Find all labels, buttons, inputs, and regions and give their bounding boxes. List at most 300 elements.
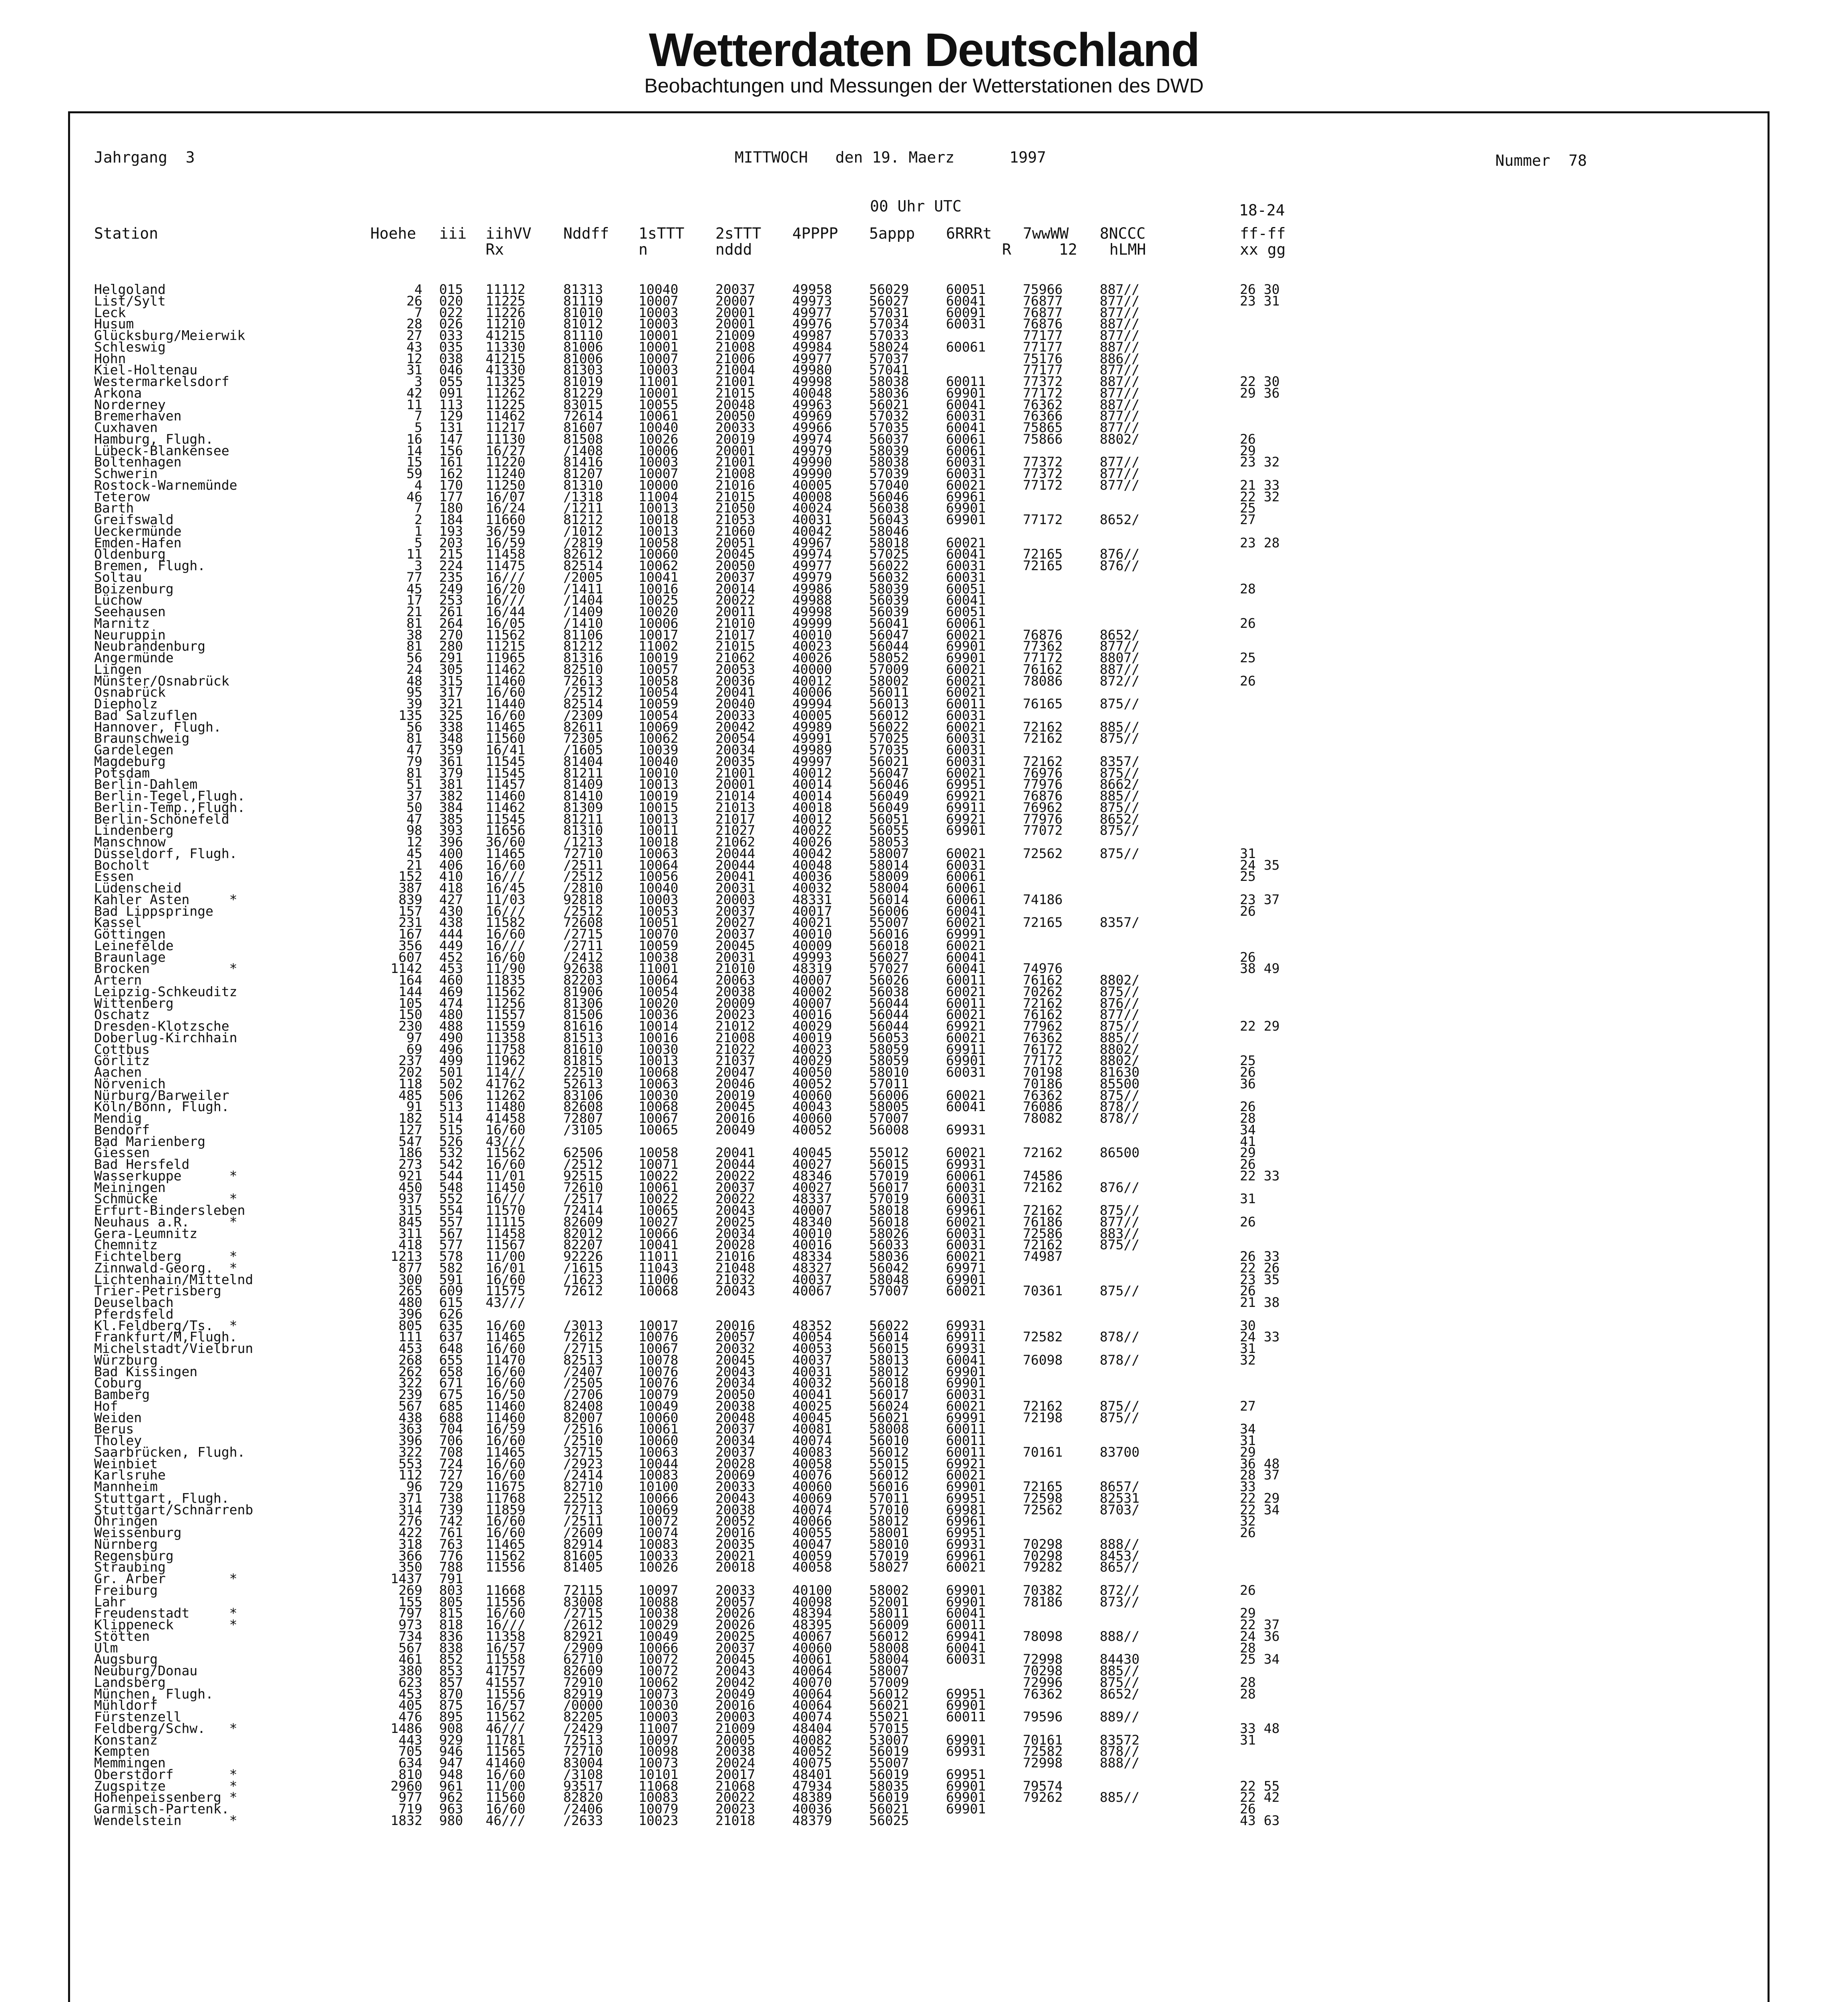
- cell-station: Gr. Arber *: [94, 1571, 237, 1586]
- cell-p4: 49977: [792, 350, 832, 366]
- cell-a5: 56012: [869, 1467, 909, 1483]
- table-row: [70, 675, 1351, 687]
- cell-nddff: 82609: [563, 1214, 603, 1230]
- cell-p4: 40043: [792, 1099, 832, 1115]
- cell-hoehe: 202: [398, 1064, 422, 1080]
- cell-nddff: 82612: [563, 546, 603, 562]
- cell-iihvv: 11562: [486, 1145, 526, 1161]
- table-row: [70, 1732, 1351, 1748]
- cell-s2: 21062: [715, 650, 755, 665]
- cell-nddff: 32715: [563, 1444, 603, 1460]
- cell-s1: 10044: [639, 1455, 679, 1471]
- cell-ff: 26: [1240, 1283, 1256, 1299]
- cell-nddff: /1623: [563, 1271, 603, 1287]
- cell-iihvv: 11217: [486, 420, 526, 435]
- cell-nddff: 81605: [563, 1548, 603, 1564]
- cell-p4: 40023: [792, 1041, 832, 1057]
- cell-n8: 878//: [1100, 1743, 1140, 1759]
- cell-nddff: /1318: [563, 488, 603, 505]
- cell-iii: 648: [439, 1341, 463, 1356]
- cell-r6: 69961: [946, 1513, 986, 1529]
- cell-hoehe: 2960: [390, 1778, 422, 1794]
- cell-nddff: 82608: [563, 1099, 603, 1115]
- cell-iii: 852: [439, 1651, 463, 1667]
- cell-r6: 69911: [946, 1329, 986, 1345]
- cell-iihvv: 11556: [486, 1559, 526, 1575]
- cell-station: Berlin-Tegel,Flugh.: [94, 788, 245, 804]
- cell-nddff: 83008: [563, 1594, 603, 1610]
- cell-iihvv: 11330: [486, 339, 526, 355]
- cell-s2: 20016: [715, 1525, 755, 1540]
- cell-n8: 877//: [1100, 477, 1140, 493]
- cell-a5: 57009: [869, 1674, 909, 1690]
- cell-nddff: /2429: [563, 1720, 603, 1736]
- cell-hoehe: 4: [414, 477, 422, 493]
- table-row: [70, 937, 1351, 953]
- cell-n8: 875//: [1100, 1237, 1140, 1253]
- cell-a5: 56038: [869, 500, 909, 516]
- cell-s2: 20023: [715, 1007, 755, 1023]
- cell-nddff: 72115: [563, 1582, 603, 1598]
- cell-s1: 10076: [639, 1363, 679, 1379]
- table-row: [70, 1720, 1351, 1736]
- cell-hoehe: 135: [398, 707, 422, 723]
- cell-s1: 10062: [639, 1674, 679, 1690]
- cell-hoehe: 567: [398, 1640, 422, 1656]
- cell-n8: 8453/: [1100, 1548, 1140, 1564]
- cell-p4: 40060: [792, 1087, 832, 1103]
- page-title: Wetterdaten Deutschland: [649, 24, 1199, 76]
- col-header-nddff: Nddff: [563, 225, 609, 242]
- table-row: [70, 1619, 1351, 1630]
- cell-s1: 10020: [639, 604, 679, 619]
- cell-w7: 76098: [1023, 1352, 1063, 1368]
- cell-iii: 033: [439, 328, 463, 343]
- cell-ff: 26: [1240, 615, 1256, 631]
- cell-s2: 21060: [715, 523, 755, 539]
- cell-nddff: 82007: [563, 1409, 603, 1425]
- cell-w7: 77177: [1023, 339, 1063, 355]
- cell-s2: 20025: [715, 1628, 755, 1644]
- cell-nddff: 81119: [563, 293, 603, 309]
- cell-station: Glücksburg/Meierwik: [94, 328, 245, 343]
- cell-s2: 20022: [715, 1789, 755, 1805]
- cell-s1: 10020: [639, 995, 679, 1011]
- cell-n8: 887//: [1100, 661, 1140, 677]
- cell-p4: 40055: [792, 1525, 832, 1540]
- cell-p4: 40021: [792, 915, 832, 931]
- cell-iihvv: 11475: [486, 558, 526, 573]
- cell-nddff: /2711: [563, 937, 603, 953]
- cell-station: Wasserkuppe *: [94, 1168, 237, 1184]
- cell-a5: 56006: [869, 1087, 909, 1103]
- cell-a5: 58012: [869, 1513, 909, 1529]
- cell-nddff: 81019: [563, 374, 603, 389]
- cell-p4: 40067: [792, 1283, 832, 1299]
- cell-iihvv: 11559: [486, 1018, 526, 1034]
- cell-iihvv: 16/60: [486, 1513, 526, 1529]
- cell-iihvv: 11758: [486, 1041, 526, 1057]
- cell-s2: 20037: [715, 281, 755, 297]
- cell-ff: 25: [1240, 650, 1256, 665]
- cell-r6: 69921: [946, 788, 986, 804]
- cell-iihvv: 11781: [486, 1732, 526, 1748]
- cell-station: Magdeburg: [94, 753, 166, 769]
- cell-a5: 58038: [869, 374, 909, 389]
- cell-iii: 170: [439, 477, 463, 493]
- cell-iihvv: 16/60: [486, 1455, 526, 1471]
- cell-hoehe: 157: [398, 903, 422, 919]
- cell-ff: 25 34: [1240, 1651, 1280, 1667]
- cell-p4: 40098: [792, 1594, 832, 1610]
- cell-iihvv: 11450: [486, 1179, 526, 1195]
- cell-hoehe: 443: [398, 1732, 422, 1748]
- cell-hoehe: 16: [406, 431, 422, 447]
- cell-station: Garmisch-Partenk.: [94, 1801, 229, 1817]
- table-row: [70, 385, 1351, 401]
- cell-n8: 875//: [1100, 799, 1140, 815]
- cell-nddff: /2609: [563, 1525, 603, 1540]
- cell-s1: 10072: [639, 1513, 679, 1529]
- cell-a5: 56042: [869, 1260, 909, 1276]
- cell-iii: 742: [439, 1513, 463, 1529]
- cell-station: Görlitz: [94, 1053, 150, 1069]
- cell-s2: 20038: [715, 1398, 755, 1414]
- cell-hoehe: 12: [406, 834, 422, 850]
- cell-iii: 177: [439, 488, 463, 505]
- cell-hoehe: 380: [398, 1663, 422, 1678]
- cell-nddff: 81607: [563, 420, 603, 435]
- cell-p4: 40045: [792, 1409, 832, 1425]
- cell-a5: 57019: [869, 1168, 909, 1184]
- cell-a5: 56041: [869, 615, 909, 631]
- cell-w7: 70361: [1023, 1283, 1063, 1299]
- col-header-6rrrt-sub: R: [1002, 241, 1011, 258]
- table-row: [70, 719, 1351, 735]
- cell-station: Chemnitz: [94, 1237, 158, 1253]
- cell-s1: 10058: [639, 535, 679, 551]
- cell-p4: 48389: [792, 1789, 832, 1805]
- table-row: [70, 707, 1351, 723]
- cell-hoehe: 37: [406, 788, 422, 804]
- cell-a5: 56011: [869, 684, 909, 700]
- cell-n8: 83700: [1100, 1444, 1140, 1460]
- cell-w7: 72162: [1023, 1237, 1063, 1253]
- table-row: [70, 1513, 1351, 1529]
- cell-s1: 10026: [639, 1559, 679, 1575]
- cell-nddff: 81207: [563, 466, 603, 481]
- cell-w7: 79574: [1023, 1778, 1063, 1794]
- cell-nddff: 81303: [563, 362, 603, 378]
- cell-s2: 21068: [715, 1778, 755, 1794]
- cell-w7: 77976: [1023, 776, 1063, 792]
- cell-p4: 40029: [792, 1053, 832, 1069]
- cell-s1: 10060: [639, 1409, 679, 1425]
- cell-hoehe: 155: [398, 1594, 422, 1610]
- cell-nddff: 83004: [563, 1755, 603, 1771]
- cell-p4: 40048: [792, 385, 832, 401]
- cell-iii: 635: [439, 1317, 463, 1333]
- cell-hoehe: 144: [398, 983, 422, 999]
- table-row: [70, 537, 1351, 549]
- cell-nddff: /2511: [563, 1513, 603, 1529]
- cell-iii: 788: [439, 1559, 463, 1575]
- cell-r6: 60031: [946, 707, 986, 723]
- cell-station: Neubrandenburg: [94, 638, 206, 654]
- cell-w7: 72998: [1023, 1755, 1063, 1771]
- cell-n8: 875//: [1100, 1409, 1140, 1425]
- cell-station: Schwerin: [94, 466, 158, 481]
- cell-p4: 48346: [792, 1168, 832, 1184]
- cell-s2: 20028: [715, 1237, 755, 1253]
- cell-s1: 10069: [639, 1502, 679, 1518]
- cell-a5: 58012: [869, 1363, 909, 1379]
- cell-s1: 10057: [639, 661, 679, 677]
- cell-p4: 40017: [792, 903, 832, 919]
- cell-hoehe: 315: [398, 1202, 422, 1218]
- cell-station: Weiden: [94, 1409, 142, 1425]
- cell-a5: 56018: [869, 1214, 909, 1230]
- cell-r6: 60031: [946, 1179, 986, 1195]
- cell-station: Neuhaus a.R. *: [94, 1214, 237, 1230]
- cell-s2: 20038: [715, 983, 755, 999]
- cell-r6: 60011: [946, 696, 986, 712]
- table-row: [70, 1504, 1351, 1516]
- cell-s1: 10019: [639, 788, 679, 804]
- cell-nddff: 22510: [563, 1064, 603, 1080]
- cell-w7: 72162: [1023, 1202, 1063, 1218]
- cell-w7: 72165: [1023, 915, 1063, 931]
- cell-s1: 10003: [639, 454, 679, 470]
- cell-nddff: 62710: [563, 1651, 603, 1667]
- cell-a5: 56047: [869, 627, 909, 643]
- cell-iii: 542: [439, 1156, 463, 1172]
- cell-iihvv: 16/41: [486, 742, 526, 758]
- cell-iihvv: 11668: [486, 1582, 526, 1598]
- cell-a5: 56032: [869, 569, 909, 585]
- cell-s2: 20044: [715, 845, 755, 861]
- cell-nddff: 82820: [563, 1789, 603, 1805]
- cell-iii: 147: [439, 431, 463, 447]
- table-row: [70, 903, 1351, 919]
- cell-station: Freiburg: [94, 1582, 158, 1598]
- cell-s1: 10000: [639, 477, 679, 493]
- table-row: [70, 776, 1351, 792]
- table-row: [70, 1573, 1351, 1584]
- cell-p4: 48334: [792, 1248, 832, 1264]
- cell-r6: 60011: [946, 1421, 986, 1437]
- cell-a5: 57011: [869, 1075, 909, 1091]
- cell-nddff: 81309: [563, 799, 603, 815]
- cell-iii: 215: [439, 546, 463, 562]
- table-row: [70, 477, 1351, 493]
- cell-a5: 58005: [869, 1099, 909, 1115]
- cell-iihvv: 16///: [486, 592, 526, 608]
- cell-station: Manschnow: [94, 834, 166, 850]
- cell-ff: 26: [1240, 1801, 1256, 1817]
- cell-iihvv: 11240: [486, 466, 526, 481]
- cell-iihvv: 16///: [486, 1191, 526, 1207]
- cell-iii: 729: [439, 1479, 463, 1494]
- cell-p4: 40100: [792, 1582, 832, 1598]
- cell-p4: 40016: [792, 1237, 832, 1253]
- cell-hoehe: 26: [406, 293, 422, 309]
- cell-r6: 69931: [946, 1122, 986, 1138]
- cell-s1: 10061: [639, 408, 679, 424]
- cell-nddff: /2612: [563, 1617, 603, 1632]
- cell-s2: 20069: [715, 1467, 755, 1483]
- cell-p4: 49991: [792, 730, 832, 746]
- cell-r6: 69901: [946, 1697, 986, 1713]
- cell-station: Bad Marienberg: [94, 1133, 206, 1149]
- cell-r6: 60031: [946, 558, 986, 573]
- cell-hoehe: 845: [398, 1214, 422, 1230]
- cell-iii: 515: [439, 1122, 463, 1138]
- cell-ff: 26: [1240, 431, 1256, 447]
- cell-iii: 685: [439, 1398, 463, 1414]
- cell-iihvv: 11562: [486, 983, 526, 999]
- table-row: [70, 1099, 1351, 1115]
- cell-nddff: /2412: [563, 949, 603, 965]
- cell-r6: 69951: [946, 1686, 986, 1702]
- cell-a5: 58027: [869, 1559, 909, 1575]
- cell-ff: 22 29: [1240, 1490, 1280, 1506]
- cell-n8: 877//: [1100, 1007, 1140, 1023]
- table-row: [70, 1124, 1351, 1136]
- cell-s2: 20016: [715, 1110, 755, 1126]
- cell-iihvv: 41762: [486, 1075, 526, 1091]
- cell-s2: 20014: [715, 581, 755, 597]
- table-row: [70, 1294, 1351, 1310]
- cell-iihvv: 16/60: [486, 1605, 526, 1621]
- cell-r6: 60041: [946, 1099, 986, 1115]
- cell-iii: 836: [439, 1628, 463, 1644]
- cell-station: Nürburg/Barweiler: [94, 1087, 229, 1103]
- cell-nddff: 82514: [563, 558, 603, 573]
- table-row: [70, 422, 1351, 433]
- cell-nddff: 81306: [563, 995, 603, 1011]
- cell-s1: 10018: [639, 512, 679, 527]
- cell-n8: 8652/: [1100, 811, 1140, 827]
- cell-ff: 36: [1240, 1075, 1256, 1091]
- cell-a5: 56014: [869, 1329, 909, 1345]
- cell-station: Emden-Hafen: [94, 535, 182, 551]
- cell-iihvv: 16///: [486, 937, 526, 953]
- cell-r6: 69931: [946, 1536, 986, 1552]
- cell-s2: 20048: [715, 1409, 755, 1425]
- cell-w7: 74186: [1023, 891, 1063, 907]
- cell-a5: 56055: [869, 822, 909, 838]
- cell-n8: 877//: [1100, 1214, 1140, 1230]
- table-row: [70, 698, 1351, 710]
- cell-iii: 203: [439, 535, 463, 551]
- cell-nddff: /1605: [563, 742, 603, 758]
- cell-iihvv: 41215: [486, 350, 526, 366]
- col-header-6rrrt: 6RRRt: [946, 225, 992, 242]
- table-row: [70, 1766, 1351, 1782]
- cell-w7: 70382: [1023, 1582, 1063, 1598]
- cell-n8: 876//: [1100, 1179, 1140, 1195]
- cell-r6: 60061: [946, 431, 986, 447]
- cell-n8: 872//: [1100, 673, 1140, 689]
- cell-w7: 72582: [1023, 1329, 1063, 1345]
- cell-s2: 20045: [715, 937, 755, 953]
- cell-hoehe: 366: [398, 1548, 422, 1564]
- cell-iihvv: 16///: [486, 1617, 526, 1632]
- cell-hoehe: 11: [406, 396, 422, 412]
- cell-nddff: 82609: [563, 1663, 603, 1678]
- cell-s2: 20045: [715, 1352, 755, 1368]
- cell-n8: 885//: [1100, 1029, 1140, 1045]
- cell-n8: 887//: [1100, 374, 1140, 389]
- cell-hoehe: 547: [398, 1133, 422, 1149]
- cell-r6: 60031: [946, 1191, 986, 1207]
- cell-r6: 60041: [946, 1640, 986, 1656]
- cell-a5: 56027: [869, 293, 909, 309]
- cell-p4: 49988: [792, 592, 832, 608]
- table-row: [70, 1490, 1351, 1506]
- cell-nddff: /3108: [563, 1766, 603, 1782]
- cell-iihvv: 11562: [486, 1709, 526, 1725]
- cell-r6: 69901: [946, 512, 986, 527]
- cell-p4: 40007: [792, 972, 832, 988]
- cell-iii: 947: [439, 1755, 463, 1771]
- cell-nddff: /2511: [563, 857, 603, 873]
- cell-ff: 28: [1240, 1674, 1256, 1690]
- cell-ff: 28: [1240, 1640, 1256, 1656]
- cell-r6: 69901: [946, 1732, 986, 1748]
- cell-s2: 20037: [715, 926, 755, 942]
- cell-p4: 40060: [792, 1479, 832, 1494]
- cell-iii: 803: [439, 1582, 463, 1598]
- cell-station: Oldenburg: [94, 546, 166, 562]
- table-row: [70, 1398, 1351, 1414]
- cell-iihvv: 16/60: [486, 1341, 526, 1356]
- cell-p4: 40009: [792, 937, 832, 953]
- cell-a5: 52001: [869, 1594, 909, 1610]
- cell-ff: 27: [1240, 512, 1256, 527]
- cell-p4: 40064: [792, 1686, 832, 1702]
- cell-a5: 57035: [869, 742, 909, 758]
- cell-w7: 78186: [1023, 1594, 1063, 1610]
- cell-a5: 58036: [869, 1248, 909, 1264]
- cell-p4: 40064: [792, 1663, 832, 1678]
- cell-hoehe: 719: [398, 1801, 422, 1817]
- cell-p4: 40010: [792, 926, 832, 942]
- cell-s2: 21012: [715, 1018, 755, 1034]
- cell-iihvv: 11358: [486, 1628, 526, 1644]
- cell-n8: 8652/: [1100, 1686, 1140, 1702]
- cell-iihvv: 43///: [486, 1294, 526, 1310]
- cell-r6: 60031: [946, 753, 986, 769]
- table-row: [70, 546, 1351, 562]
- cell-iihvv: 11465: [486, 1444, 526, 1460]
- cell-nddff: /1410: [563, 615, 603, 631]
- cell-a5: 58008: [869, 1421, 909, 1437]
- cell-w7: 78082: [1023, 1110, 1063, 1126]
- cell-n8: 82531: [1100, 1490, 1140, 1506]
- cell-iihvv: 16/60: [486, 1363, 526, 1379]
- cell-s2: 21016: [715, 477, 755, 493]
- cell-s2: 20051: [715, 535, 755, 551]
- cell-hoehe: 43: [406, 339, 422, 355]
- cell-p4: 40016: [792, 1007, 832, 1023]
- cell-station: Barth: [94, 500, 134, 516]
- cell-s2: 21010: [715, 961, 755, 977]
- cell-station: Fichtelberg *: [94, 1248, 237, 1264]
- cell-s2: 21032: [715, 1271, 755, 1287]
- report-date: MITTWOCH den 19. Maerz 1997: [735, 149, 1046, 166]
